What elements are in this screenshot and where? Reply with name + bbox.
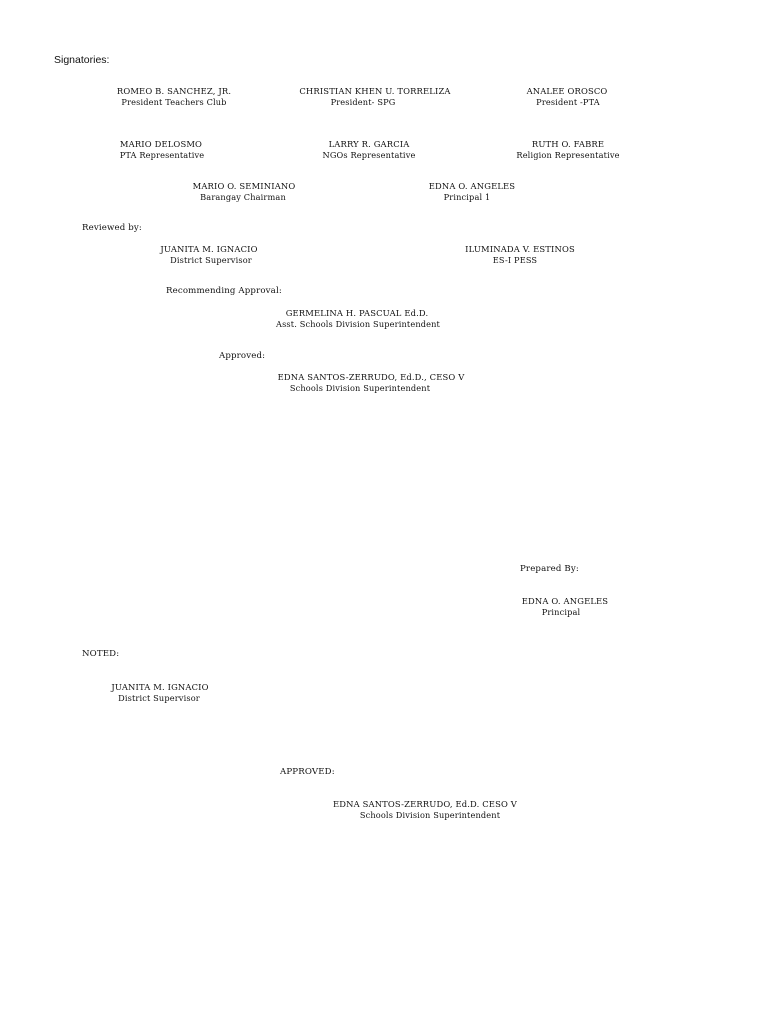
preparer-name: EDNA O. ANGELES (521, 596, 609, 606)
preparer-role: Principal (541, 607, 581, 617)
signatory-role: NGOs Representative (322, 150, 416, 160)
signatory-role: Religion Representative (516, 150, 620, 160)
signatory-name: MARIO DELOSMO (119, 139, 203, 149)
approver-name-2: EDNA SANTOS-ZERRUDO, Ed.D. CESO V (333, 799, 517, 809)
signatory-role: Barangay Chairman (200, 192, 286, 202)
prepared-by-label: Prepared By: (520, 564, 579, 574)
noted-label: NOTED: (82, 649, 120, 659)
signatory-name: CHRISTIAN KHEN U. TORRELIZA (299, 86, 451, 96)
signatory-role: PTA Representative (119, 150, 205, 160)
approved-label-2: APPROVED: (280, 767, 335, 777)
signatories-heading: Signatories: (54, 54, 110, 66)
signatory-name: RUTH O. FABRE (531, 139, 605, 149)
reviewer-name: JUANITA M. IGNACIO (160, 244, 258, 254)
signatory-name: LARRY R. GARCIA (328, 139, 410, 149)
approver-role-2: Schools Division Superintendent (359, 810, 501, 820)
signatory-role: Principal 1 (443, 192, 491, 202)
signatory-name: ANALEE OROSCO (526, 86, 608, 96)
signatory-name: MARIO O. SEMINIANO (192, 181, 296, 191)
reviewer-role: ES-I PESS (492, 255, 538, 265)
signatory-role: President- SPG (330, 97, 396, 107)
reviewed-by-label: Reviewed by: (82, 223, 142, 233)
approver-role: Schools Division Superintendent (289, 383, 431, 393)
recommending-name: GERMELINA H. PASCUAL Ed.D. (285, 308, 429, 318)
signatory-name: EDNA O. ANGELES (428, 181, 516, 191)
signatory-role: President Teachers Club (121, 97, 227, 107)
noted-name: JUANITA M. IGNACIO (111, 682, 209, 692)
signatory-name: ROMEO B. SANCHEZ, JR. (116, 86, 232, 96)
recommending-approval-label: Recommending Approval: (166, 286, 282, 296)
signatory-role: President -PTA (536, 97, 600, 107)
reviewer-role: District Supervisor (170, 255, 252, 265)
reviewer-name: ILUMINADA V. ESTINOS (465, 244, 575, 254)
recommending-role: Asst. Schools Division Superintendent (276, 319, 440, 329)
noted-role: District Supervisor (118, 693, 200, 703)
approved-label: Approved: (219, 351, 266, 361)
approver-name: EDNA SANTOS-ZERRUDO, Ed.D., CESO V (277, 372, 465, 382)
